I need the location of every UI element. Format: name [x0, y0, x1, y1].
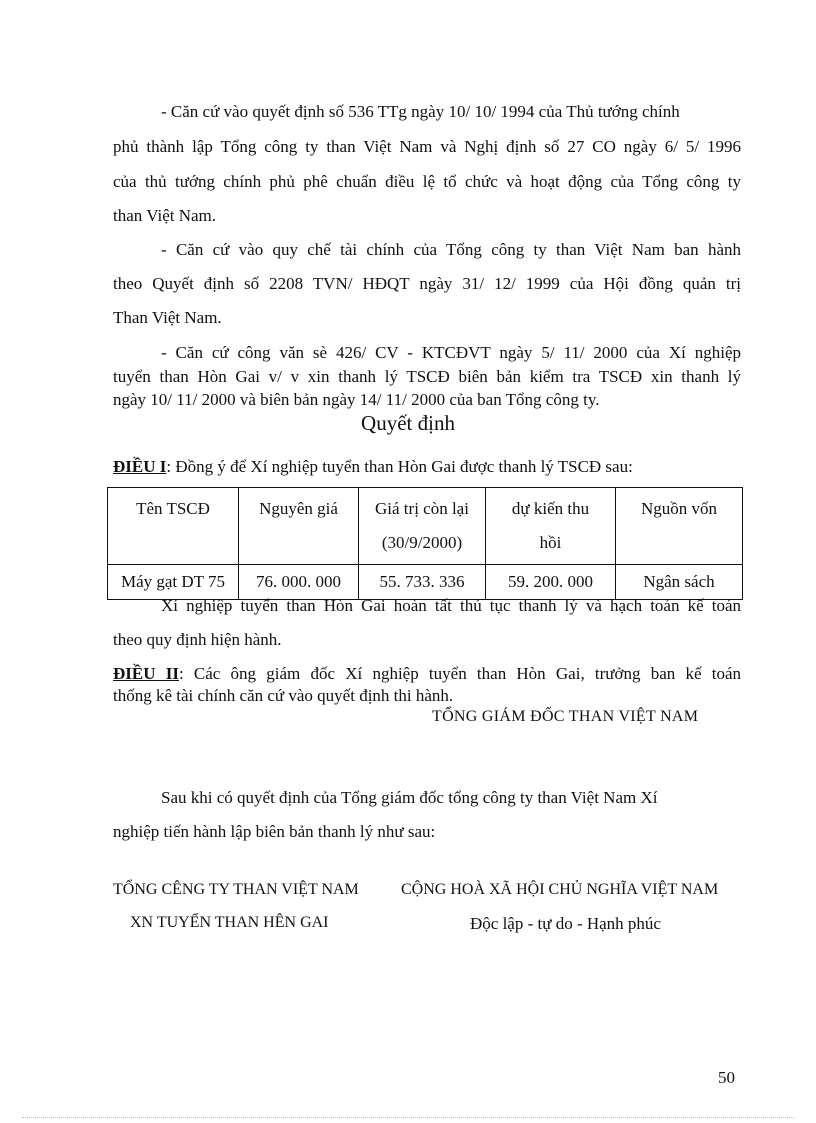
article-1-label: ĐIỀU I [113, 457, 167, 476]
org-name: TỔNG CÊNG TY THAN VIỆT NAM [113, 881, 359, 898]
paragraph-1-line-4: than Việt Nam. [113, 206, 217, 225]
paragraph-3-line-1: - Căn cứ công văn sè 426/ CV - KTCĐVT ngày 5/ 11/ 2000 của Xí nghiệp [161, 343, 741, 362]
table-cell: 55. 733. 336 [359, 565, 486, 600]
paragraph-1-line-3: của thủ tướng chính phủ phê chuẩn điều lệ tổ chức và hoạt động của Tổng công ty [113, 172, 741, 191]
table-header-col3-line2: (30/9/2000) [381, 533, 463, 552]
table-header-col4-line2: hồi [539, 533, 562, 552]
national-motto: Độc lập - tự do - Hạnh phúc [470, 914, 661, 933]
national-title: CỘNG HOÀ XÃ HỘI CHỦ NGHĨA VIỆT NAM [401, 881, 719, 898]
paragraph-1-line-1: - Căn cứ vào quyết định số 536 TTg ngày 10/ 10/ 1994 của Thủ tướng chính [161, 102, 680, 121]
table-cell: Ngân sách [616, 565, 743, 600]
table-header-cell: Nguyên giá [239, 488, 359, 565]
paragraph-3-line-2: tuyển than Hòn Gai v/ v xin thanh lý TSCĐ biên bản kiểm tra TSCĐ xin thanh lý [113, 367, 741, 386]
table-header-cell: Tên TSCĐ [108, 488, 239, 565]
article-1-text: : Đồng ý để Xí nghiệp tuyển than Hòn Gai được thanh lý TSCĐ sau: [166, 457, 633, 476]
table-header-cell [359, 488, 486, 565]
followup-line-1: Sau khi có quyết định của Tổng giám đốc tổng công ty than Việt Nam Xí [161, 788, 658, 807]
table-cell: 59. 200. 000 [486, 565, 616, 600]
table-header-col3-line1: Giá trị còn lại [375, 499, 469, 518]
table-row [108, 565, 743, 600]
article-1 [113, 457, 633, 477]
unit-name: XN TUYỂN THAN HÊN GAI [130, 914, 329, 931]
article-2-line-2: thống kê tài chính căn cứ vào quyết định thi hành. [113, 686, 454, 705]
paragraph-2-line-3: Than Việt Nam. [113, 308, 222, 327]
after-table-line-1: Xí nghiệp tuyển than Hòn Gai hoàn tất thủ tục thanh lý và hạch toán kế toán [161, 596, 741, 615]
article-2-text: : Các ông giám đốc Xí nghiệp tuyển than Hòn Gai, trưởng ban kế toán [178, 664, 742, 683]
paragraph-2-line-1: - Căn cứ vào quy chế tài chính của Tổng công ty than Việt Nam ban hành [161, 240, 741, 259]
followup-line-2: nghiệp tiến hành lập biên bản thanh lý như sau: [113, 822, 436, 841]
table-header-cell [486, 488, 616, 565]
article-2-line-1 [113, 664, 741, 684]
article-2-label: ĐIỀU II [113, 664, 179, 683]
decision-title: Quyết định [361, 411, 455, 435]
table-header-col4-line1: dự kiến thu [511, 499, 590, 518]
table-header-cell: Nguồn vốn [616, 488, 743, 565]
asset-table [107, 487, 743, 600]
page-number: 50 [718, 1068, 735, 1087]
paragraph-3-line-3: ngày 10/ 11/ 2000 và biên bản ngày 14/ 11/ 2000 của ban Tổng công ty. [113, 390, 600, 409]
footer-divider [22, 1117, 794, 1118]
paragraph-2-line-2: theo Quyết định số 2208 TVN/ HĐQT ngày 31/ 12/ 1999 của Hội đồng quản trị [113, 274, 741, 293]
paragraph-1-line-2: phủ thành lập Tổng công ty than Việt Nam và Nghị định số 27 CO ngày 6/ 5/ 1996 [113, 137, 741, 156]
table-cell: Máy gạt DT 75 [108, 565, 239, 600]
table-cell: 76. 000. 000 [239, 565, 359, 600]
table-header-row [108, 488, 743, 565]
signature-title: TỔNG GIÁM ĐỐC THAN VIỆT NAM [432, 708, 699, 725]
after-table-line-2: theo quy định hiện hành. [113, 630, 282, 649]
